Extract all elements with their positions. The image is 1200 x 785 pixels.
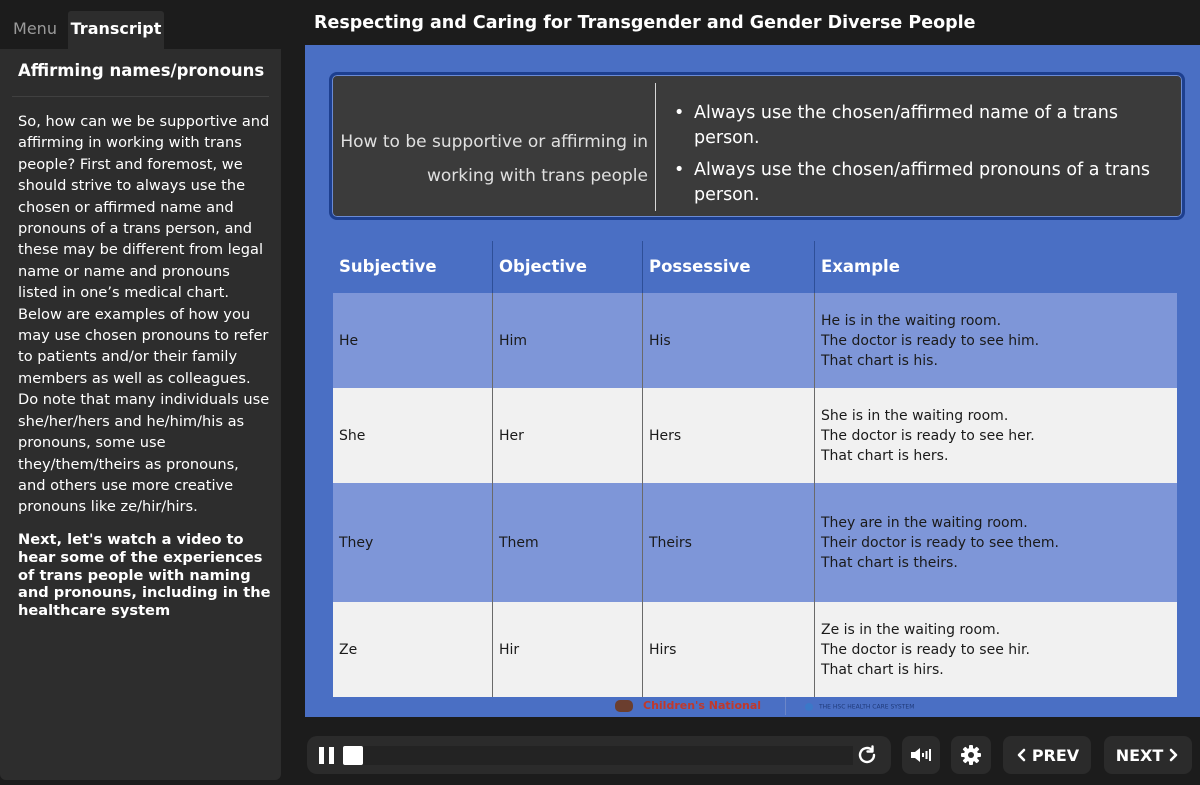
cell-example — [814, 388, 1177, 483]
example-line: Ze is in the waiting room. — [821, 621, 1001, 638]
volume-button[interactable] — [902, 736, 940, 774]
transcript-title: Affirming names/pronouns — [18, 61, 265, 80]
example-line: The doctor is ready to see hir. — [821, 641, 1030, 658]
replay-icon[interactable] — [855, 743, 879, 767]
pause-icon[interactable] — [319, 747, 335, 764]
cell-subjective: Ze — [339, 641, 358, 658]
callout-box — [329, 72, 1185, 220]
header-subjective: Subjective — [339, 257, 437, 276]
cell-example — [814, 602, 1177, 697]
callout-heading — [332, 83, 656, 211]
header-possessive: Possessive — [642, 241, 814, 293]
example-line: That chart is hirs. — [821, 661, 944, 678]
cell-subjective: She — [339, 427, 366, 444]
cell-subjective: They — [339, 534, 374, 551]
example-line: The doctor is ready to see her. — [821, 427, 1035, 444]
course-title: Respecting and Caring for Transgender and Gender Diverse People — [314, 13, 976, 33]
transcript-paragraph-2: Next, let's watch a video to hear some of the experiences of trans people with naming and pronouns, including in the healthcare system — [18, 531, 271, 620]
table-row — [333, 388, 1177, 483]
transcript-divider — [12, 96, 269, 97]
tab-menu[interactable]: Menu — [13, 19, 57, 38]
childrens-national-logo: Children's National — [615, 699, 761, 712]
example-line: That chart is theirs. — [821, 554, 958, 571]
volume-icon — [909, 745, 933, 765]
gear-icon — [960, 744, 982, 766]
table-row — [333, 602, 1177, 697]
bear-icon — [615, 700, 633, 712]
next-button[interactable] — [1104, 736, 1192, 774]
transcript-paragraph-1: So, how can we be supportive and affirming in working with trans people? First and foremost, we should strive to always use the chosen or affirmed name and pronouns of a trans person, and these may be different from legal name or name and pronouns listed in one’s medical chart. Below are examples of how you may use chosen pronouns to refer to patients and/or their family members as well as colleagues. Do note that many individuals use she/her/hers and he/him/his as pronouns, some use they/them/theirs as pronouns, and others use more creative pronouns like ze/hir/hirs. — [18, 113, 270, 516]
tab-transcript[interactable]: Transcript — [68, 11, 164, 49]
callout-bullets — [674, 101, 1174, 215]
progress-fill — [343, 746, 363, 765]
chevron-left-icon — [1015, 748, 1027, 762]
slide — [305, 45, 1200, 717]
hsc-logo: THE HSC HEALTH CARE SYSTEM — [805, 703, 914, 711]
cell-possessive: His — [642, 293, 814, 388]
callout-bullet: • Always use the chosen/affirmed name of a trans person. — [674, 101, 1174, 151]
header-objective: Objective — [492, 241, 642, 293]
transcript-panel — [0, 49, 281, 780]
example-line: Their doctor is ready to see them. — [821, 534, 1059, 551]
example-line: That chart is his. — [821, 352, 938, 369]
chevron-right-icon — [1168, 748, 1180, 762]
cell-possessive: Theirs — [642, 483, 814, 602]
footer-logos — [615, 697, 935, 717]
example-line: He is in the waiting room. — [821, 312, 1002, 329]
cell-objective: Her — [492, 388, 642, 483]
prev-button[interactable] — [1003, 736, 1091, 774]
sidebar-tabs — [0, 0, 281, 49]
cell-example — [814, 483, 1177, 602]
sidebar — [0, 0, 281, 780]
callout-heading-line-2: working with trans people — [426, 166, 648, 186]
example-line: That chart is hers. — [821, 447, 949, 464]
callout-bullet: • Always use the chosen/affirmed pronouns of a trans person. — [674, 158, 1174, 208]
table-row — [333, 293, 1177, 388]
pronoun-table — [333, 241, 1177, 697]
table-header — [333, 241, 1177, 293]
playback-bar — [307, 736, 891, 774]
cell-subjective: He — [339, 332, 359, 349]
cell-objective: Them — [492, 483, 642, 602]
cell-example — [814, 293, 1177, 388]
next-label: NEXT — [1115, 745, 1164, 765]
table-row — [333, 483, 1177, 602]
cell-possessive: Hers — [642, 388, 814, 483]
cell-possessive: Hirs — [642, 602, 814, 697]
example-line: They are in the waiting room. — [821, 514, 1028, 531]
cell-objective: Him — [492, 293, 642, 388]
cell-objective: Hir — [492, 602, 642, 697]
example-line: She is in the waiting room. — [821, 407, 1009, 424]
settings-button[interactable] — [951, 736, 991, 774]
progress-track[interactable] — [343, 746, 853, 765]
hsc-mark-icon — [805, 703, 813, 711]
header-example: Example — [814, 241, 1177, 293]
callout-heading-line-1: How to be supportive or affirming in — [340, 132, 648, 152]
logo-divider — [785, 697, 786, 715]
example-line: The doctor is ready to see him. — [821, 332, 1040, 349]
prev-label: PREV — [1031, 745, 1080, 765]
